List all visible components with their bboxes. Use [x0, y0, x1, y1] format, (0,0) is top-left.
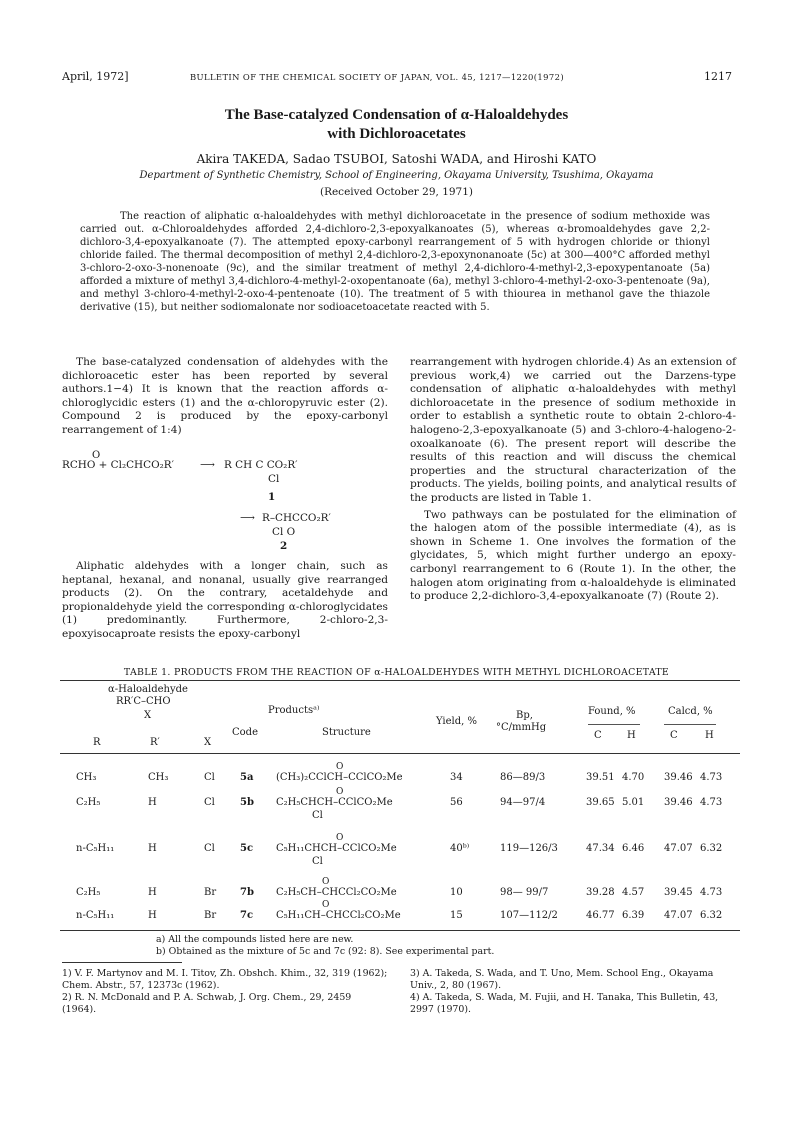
structure-substituent: Cl [312, 856, 323, 867]
epoxide-oxygen: O [322, 900, 330, 910]
reference-3: 3) A. Takeda, S. Wada, and T. Uno, Mem. School Eng., Okayama Univ., 2, 80 (1967). [410, 968, 714, 991]
table-cell-fh: 4.70 [622, 772, 645, 783]
scheme-label-1: 1 [268, 491, 276, 503]
refs-rule [62, 962, 182, 963]
table-cell-cc: 39.46 [664, 772, 693, 783]
abstract: The reaction of aliphatic α-haloaldehydes with methyl dichloroacetate in the presence of sodium methoxide was carried out. α-Chloroaldehydes afforded 2,4-dichloro-2,3-epoxyalkanoates (5), whereas α-bromoaldehydes gave 2,2-dichloro-3,4-epoxyalkanoate (7). The attempted epoxy-carbonyl rearrangement of 5 with hydrogen chloride or thionyl chloride failed. The thermal decomposition of methyl 2,4-dichloro-2,3-epoxynonanoate (5c) at 300—400°C afforded methyl 3-chloro-2-oxo-3-nonenoate (9c), and the similar treatment of methyl 2,4-dichloro-4-methyl-2,3-epoxypentanoate (5a) afforded a mixture of methyl 3,4-dichloro-4-methyl-2-oxopentanoate (6a), methyl 3-chloro-4-methyl-2-oxo-3-pentenoate (9a), and methyl 3-chloro-4-methyl-2-oxo-4-pentenoate (10). The treatment of 5 with thiourea in methanol gave the thiazole derivative (15), but neither sodiomalonate nor sodioacetoacetate reacted with 5. [80, 211, 710, 313]
header-bp-unit: °C/mmHg [496, 722, 547, 733]
table-cell-yield: 34 [450, 772, 463, 783]
intro-paragraph-2: Aliphatic aldehydes with a longer chain, such as heptanal, hexanal, and nonanal, usually give rearranged products (2). On the contrary, acetaldehyde and propionaldehyde yield the corresponding α-chloroglycidates (1) predominantly. Furthermore, 2-chloro-2,3-epoxyisocaproate resists the epoxy-carbonyl [62, 560, 388, 640]
table-cell-r2: H [148, 887, 157, 898]
scheme-cl-o: Cl O [272, 526, 296, 538]
reference-4: 4) A. Takeda, S. Wada, M. Fujii, and H. Tanaka, This Bulletin, 43, 2997 (1970). [410, 992, 719, 1015]
table-cell-yield: 40ᵇ⁾ [450, 843, 470, 854]
right-column [410, 356, 736, 604]
header-haloaldehyde-x: X [144, 710, 152, 721]
table-cell-fc: 39.65 [586, 797, 615, 808]
table-cell-fc: 39.28 [586, 887, 615, 898]
scheme-product-1: R CH C CO₂R′ [224, 459, 298, 471]
table-footnote-a: a) All the compounds listed here are new. [156, 934, 354, 945]
table-top-rule [60, 680, 740, 681]
table-cell-cc: 47.07 [664, 910, 693, 921]
table-cell-code: 5c [240, 843, 254, 854]
table-cell-r2: H [148, 910, 157, 921]
right-paragraph-2: Two pathways can be postulated for the elimination of the halogen atom of the possible intermediate (4), as is shown in Scheme 1. One involves the formation of the glycidates, 5, which might further undergo an epoxy-carbonyl rearrangement to 6 (Route 1). In the other, the halogen atom originating from α-haloaldehyde is eliminated to produce 2,2-dichloro-3,4-epoxyalkanoate (7) (Route 2). [410, 508, 736, 603]
table-cell-fh: 6.39 [622, 910, 645, 921]
table-cell-fh: 6.46 [622, 843, 645, 854]
table-cell-r: n-C₅H₁₁ [76, 910, 115, 921]
received-date: (Received October 29, 1971) [319, 186, 474, 198]
header-found-h: H [627, 730, 636, 741]
running-header-journal: BULLETIN OF THE CHEMICAL SOCIETY OF JAPAN, VOL. 45, 1217—1220(1972) [190, 72, 564, 82]
table-cell-ch: 6.32 [700, 910, 723, 921]
table-cell-bp: 94—97/4 [500, 797, 546, 808]
scheme-epoxide-o: O [92, 450, 101, 461]
authors: Akira TAKEDA, Sadao TSUBOI, Satoshi WADA, and Hiroshi KATO [196, 152, 597, 166]
table-header-rule [60, 753, 740, 754]
table-cell-cc: 39.46 [664, 797, 693, 808]
table-cell-x: Cl [204, 772, 215, 783]
found-underline [588, 724, 640, 725]
table-cell-code: 5a [240, 772, 254, 783]
affiliation: Department of Synthetic Chemistry, School of Engineering, Okayama University, Tsushima, Okayama [139, 170, 654, 181]
left-column-intro [62, 356, 388, 438]
right-paragraph-1: rearrangement with hydrogen chloride.4) As an extension of previous work,4) we carried out the Darzens-type condensation of aliphatic α-haloaldehydes with methyl dichloroacetate in the presence of sodium methoxide in order to establish a synthetic route to obtain 2-chloro-4-halogeno-2,3-epoxyalkanoate (5) and 3-chloro-4-halogeno-2-oxoalkanoate (6). The present report will describe the results of this reaction and will discuss the chemical properties and the structural characterization of the products. The yields, boiling points, and analytical results of the products are listed in Table 1. [410, 356, 736, 504]
table-caption: TABLE 1. PRODUCTS FROM THE REACTION OF α-HALOALDEHYDES WITH METHYL DICHLOROACETATE [123, 667, 670, 678]
table-cell-yield: 10 [450, 887, 463, 898]
table-cell-structure: (CH₃)₂CClCH–CClCO₂Me [276, 772, 403, 783]
epoxide-oxygen: O [336, 762, 344, 772]
scheme-cl: Cl [268, 473, 280, 485]
table-cell-x: Br [204, 910, 217, 921]
scheme-arrow-2: ⟶ [240, 512, 255, 524]
epoxide-oxygen: O [336, 833, 344, 843]
header-calcd-c: C [670, 730, 678, 741]
table-cell-r2: H [148, 797, 157, 808]
left-column-continued [62, 560, 388, 642]
header-structure: Structure [322, 727, 371, 738]
header-yield: Yield, % [436, 716, 478, 727]
table-cell-bp: 107—112/2 [500, 910, 558, 921]
calcd-underline [664, 724, 716, 725]
article-title: The Base-catalyzed Condensation of α-Haloaldehydes with Dichloroacetates [224, 107, 569, 142]
header-products: Productsᵃ⁾ [268, 705, 320, 716]
table-cell-structure: C₅H₁₁CHCH–CClCO₂Me [276, 843, 397, 854]
table-cell-cc: 39.45 [664, 887, 693, 898]
table-cell-ch: 4.73 [700, 887, 723, 898]
table-footnote-b: b) Obtained as the mixture of 5c and 7c (92: 8). See experimental part. [156, 946, 495, 957]
table-cell-x: Cl [204, 843, 215, 854]
table-cell-fh: 5.01 [622, 797, 645, 808]
scheme-product-2: R–CHCCO₂R′ [262, 512, 331, 524]
table-cell-cc: 47.07 [664, 843, 693, 854]
running-header-date: April, 1972] [62, 70, 129, 83]
structure-substituent: Cl [312, 810, 323, 821]
scheme-arrow-1: ⟶ [200, 459, 215, 471]
table-cell-r: CH₃ [76, 772, 97, 783]
epoxide-oxygen: O [336, 787, 344, 797]
header-bp: Bp, [516, 710, 533, 721]
table-cell-fc: 47.34 [586, 843, 615, 854]
epoxide-oxygen: O [322, 877, 330, 887]
table-cell-structure: C₂H₅CH–CHCCl₂CO₂Me [276, 887, 397, 898]
references-right [410, 968, 736, 1016]
page-number: 1217 [704, 70, 732, 83]
header-haloaldehyde-formula: RR′C–CHO [116, 696, 171, 707]
header-code: Code [232, 727, 258, 738]
table-cell-bp: 119—126/3 [500, 843, 558, 854]
table-cell-fh: 4.57 [622, 887, 645, 898]
table-cell-x: Cl [204, 797, 215, 808]
reference-2: 2) R. N. McDonald and P. A. Schwab, J. Org. Chem., 29, 2459 (1964). [62, 992, 352, 1015]
table-cell-structure: C₅H₁₁CH–CHCCl₂CO₂Me [276, 910, 401, 921]
table-cell-ch: 4.73 [700, 772, 723, 783]
table-cell-structure: C₂H₅CHCH–CClCO₂Me [276, 797, 393, 808]
reference-1: 1) V. F. Martynov and M. I. Titov, Zh. Obshch. Khim., 32, 319 (1962); Chem. Abstr., 57, 12373c (1962). [62, 968, 388, 991]
header-r2: R′ [150, 737, 160, 748]
table-cell-r2: CH₃ [148, 772, 169, 783]
table-cell-ch: 6.32 [700, 843, 723, 854]
table-bottom-rule [60, 930, 740, 931]
table-cell-code: 7b [240, 887, 254, 898]
table-cell-ch: 4.73 [700, 797, 723, 808]
table-cell-yield: 15 [450, 910, 463, 921]
scheme-reactants: RCHO + Cl₂CHCO₂R′ [62, 459, 174, 471]
table-cell-bp: 86—89/3 [500, 772, 546, 783]
scheme-label-2: 2 [280, 540, 288, 552]
table-cell-r: C₂H₅ [76, 887, 101, 898]
table-cell-code: 5b [240, 797, 254, 808]
table-cell-r2: H [148, 843, 157, 854]
header-calcd: Calcd, % [668, 706, 713, 717]
table-cell-fc: 46.77 [586, 910, 615, 921]
header-found-c: C [594, 730, 602, 741]
table-cell-r: n-C₅H₁₁ [76, 843, 115, 854]
header-found: Found, % [588, 706, 636, 717]
table-cell-x: Br [204, 887, 217, 898]
header-x: X [204, 737, 212, 748]
reaction-scheme [62, 430, 388, 552]
header-r: R [93, 737, 101, 748]
header-haloaldehyde: α-Haloaldehyde [108, 684, 188, 695]
table-cell-code: 7c [240, 910, 254, 921]
table-cell-r: C₂H₅ [76, 797, 101, 808]
header-calcd-h: H [705, 730, 714, 741]
intro-paragraph-1: The base-catalyzed condensation of aldehydes with the dichloroacetic ester has been reported by several authors.1−4) It is known that the reaction affords α-chloroglycidic esters (1) and the α-chloropyruvic ester (2). Compound 2 is produced by the epoxy-carbonyl rearrangement of 1:4) [62, 356, 388, 436]
table-cell-yield: 56 [450, 797, 463, 808]
references-left [62, 968, 388, 1016]
table-cell-fc: 39.51 [586, 772, 615, 783]
table-cell-bp: 98— 99/7 [500, 887, 549, 898]
